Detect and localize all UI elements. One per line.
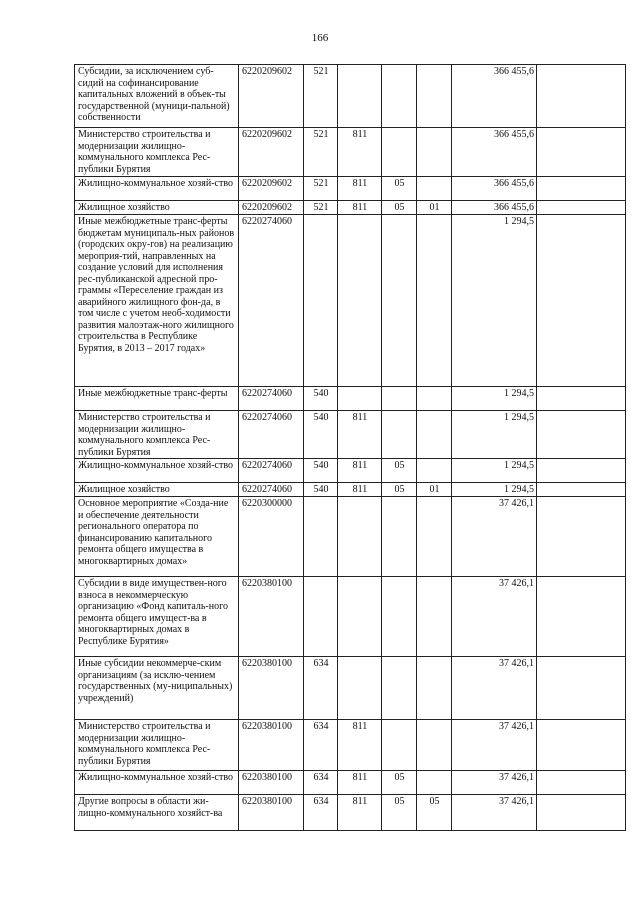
row-ministry-code-cell [338,497,382,577]
table-row [75,657,626,720]
row-section-cell [382,411,417,459]
row-subsection-cell [417,497,452,577]
row-name-cell: Жилищное хозяйство [75,483,239,497]
row-expense-type-cell [304,497,338,577]
row-note-cell [537,720,626,771]
row-subsection-cell [417,128,452,177]
row-ministry-code-cell: 811 [338,411,382,459]
table-row [75,128,626,177]
row-note-cell [537,577,626,657]
row-name-cell: Субсидии в виде имуществен-ного взноса в некоммерческую организацию «Фонд капиталь-ного ремонта общего имущест-ва в многоквартирных домах в Республике Бурятия» [75,577,239,657]
row-expense-type-cell [304,215,338,387]
row-section-cell: 05 [382,459,417,483]
row-expense-type-cell [304,577,338,657]
row-name-cell: Иные субсидии некоммерче-ским организациям (за исклю-чением государственных (му-ниципальных) учреждений) [75,657,239,720]
row-note-cell [537,795,626,831]
table-row [75,459,626,483]
row-subsection-cell [417,411,452,459]
row-code-cell: 6220380100 [239,720,304,771]
row-subsection-cell [417,657,452,720]
row-note-cell [537,771,626,795]
row-code-cell: 6220300000 [239,497,304,577]
row-amount-cell: 1 294,5 [452,459,537,483]
page-number: 166 [311,32,329,44]
row-amount-cell: 1 294,5 [452,483,537,497]
row-ministry-code-cell [338,215,382,387]
table-row [75,497,626,577]
row-section-cell: 05 [382,483,417,497]
row-note-cell [537,215,626,387]
table-row [75,411,626,459]
row-subsection-cell [417,387,452,411]
row-amount-cell: 1 294,5 [452,215,537,387]
row-subsection-cell [417,459,452,483]
row-expense-type-cell: 634 [304,657,338,720]
row-ministry-code-cell: 811 [338,771,382,795]
row-subsection-cell [417,771,452,795]
row-amount-cell: 37 426,1 [452,657,537,720]
row-subsection-cell [417,215,452,387]
row-code-cell: 6220380100 [239,577,304,657]
row-expense-type-cell: 521 [304,201,338,215]
row-ministry-code-cell: 811 [338,720,382,771]
row-expense-type-cell: 521 [304,177,338,201]
row-section-cell: 05 [382,201,417,215]
row-code-cell: 6220274060 [239,387,304,411]
table-row [75,177,626,201]
row-section-cell: 05 [382,771,417,795]
row-ministry-code-cell: 811 [338,177,382,201]
table-row [75,720,626,771]
row-section-cell [382,720,417,771]
row-name-cell: Иные межбюджетные транс-ферты [75,387,239,411]
row-expense-type-cell: 521 [304,65,338,128]
row-section-cell [382,497,417,577]
row-ministry-code-cell [338,65,382,128]
row-section-cell [382,215,417,387]
row-amount-cell: 37 426,1 [452,795,537,831]
table-row [75,387,626,411]
row-ministry-code-cell [338,657,382,720]
budget-table [74,64,626,831]
row-code-cell: 6220274060 [239,459,304,483]
row-section-cell [382,65,417,128]
row-section-cell [382,387,417,411]
row-note-cell [537,387,626,411]
row-code-cell: 6220209602 [239,201,304,215]
row-expense-type-cell: 521 [304,128,338,177]
row-amount-cell: 1 294,5 [452,387,537,411]
row-name-cell: Другие вопросы в области жи-лищно-коммунального хозяйст-ва [75,795,239,831]
row-ministry-code-cell [338,577,382,657]
table-row [75,201,626,215]
row-name-cell: Жилищно-коммунальное хозяй-ство [75,459,239,483]
row-amount-cell: 366 455,6 [452,128,537,177]
table-row [75,577,626,657]
row-name-cell: Жилищно-коммунальное хозяй-ство [75,177,239,201]
row-expense-type-cell: 540 [304,459,338,483]
row-amount-cell: 366 455,6 [452,65,537,128]
row-amount-cell: 37 426,1 [452,771,537,795]
row-subsection-cell: 01 [417,201,452,215]
row-subsection-cell: 01 [417,483,452,497]
row-amount-cell: 37 426,1 [452,720,537,771]
row-note-cell [537,459,626,483]
row-code-cell: 6220209602 [239,65,304,128]
row-name-cell: Министерство строительства и модернизации жилищно-коммунального комплекса Рес-публики Бурятия [75,128,239,177]
table-row [75,771,626,795]
row-section-cell: 05 [382,795,417,831]
row-expense-type-cell: 634 [304,795,338,831]
row-subsection-cell [417,577,452,657]
row-subsection-cell [417,177,452,201]
row-name-cell: Министерство строительства и модернизации жилищно-коммунального комплекса Рес-публики Бурятия [75,720,239,771]
row-amount-cell: 1 294,5 [452,411,537,459]
table-row [75,215,626,387]
row-note-cell [537,177,626,201]
row-note-cell [537,65,626,128]
row-note-cell [537,128,626,177]
row-ministry-code-cell: 811 [338,795,382,831]
row-name-cell: Жилищно-коммунальное хозяй-ство [75,771,239,795]
row-code-cell: 6220380100 [239,795,304,831]
row-name-cell: Субсидии, за исключением суб-сидий на софинансирование капитальных вложений в объек-ты государственной (муници-пальной) собственности [75,65,239,128]
row-amount-cell: 366 455,6 [452,177,537,201]
row-subsection-cell [417,720,452,771]
row-expense-type-cell: 540 [304,483,338,497]
row-ministry-code-cell [338,387,382,411]
row-section-cell [382,128,417,177]
row-subsection-cell: 05 [417,795,452,831]
row-code-cell: 6220209602 [239,177,304,201]
row-ministry-code-cell: 811 [338,201,382,215]
row-ministry-code-cell: 811 [338,128,382,177]
row-ministry-code-cell: 811 [338,483,382,497]
table-row [75,483,626,497]
row-note-cell [537,497,626,577]
row-note-cell [537,483,626,497]
row-amount-cell: 366 455,6 [452,201,537,215]
row-section-cell [382,577,417,657]
row-section-cell [382,657,417,720]
row-code-cell: 6220380100 [239,657,304,720]
table-row [75,65,626,128]
row-expense-type-cell: 540 [304,411,338,459]
budget-table-body [75,65,626,831]
row-expense-type-cell: 634 [304,720,338,771]
row-subsection-cell [417,65,452,128]
row-note-cell [537,411,626,459]
row-amount-cell: 37 426,1 [452,577,537,657]
row-name-cell: Министерство строительства и модернизации жилищно-коммунального комплекса Рес-публики Бурятия [75,411,239,459]
row-ministry-code-cell: 811 [338,459,382,483]
row-amount-cell: 37 426,1 [452,497,537,577]
row-name-cell: Жилищное хозяйство [75,201,239,215]
row-expense-type-cell: 634 [304,771,338,795]
row-code-cell: 6220209602 [239,128,304,177]
row-expense-type-cell: 540 [304,387,338,411]
table-row [75,795,626,831]
row-name-cell: Основное мероприятие «Созда-ние и обеспечение деятельности регионального оператора по финансированию капитального ремонта общего имущества в многоквартирных домах» [75,497,239,577]
row-code-cell: 6220380100 [239,771,304,795]
row-note-cell [537,657,626,720]
row-section-cell: 05 [382,177,417,201]
row-code-cell: 6220274060 [239,483,304,497]
row-name-cell: Иные межбюджетные транс-ферты бюджетам муниципаль-ных районов (городских окру-гов) на реализацию мероприя-тий, направленных на создание условий для исполнения рес-публиканской адресной про-граммы «Переселение граждан из аварийного жилищного фон-да, в том числе с учетом необ-ходимости развития малоэтаж-ного жилищного строительства в Республике Бурятия, в 2013 – 2017 годах» [75,215,239,387]
row-code-cell: 6220274060 [239,411,304,459]
row-note-cell [537,201,626,215]
row-code-cell: 6220274060 [239,215,304,387]
